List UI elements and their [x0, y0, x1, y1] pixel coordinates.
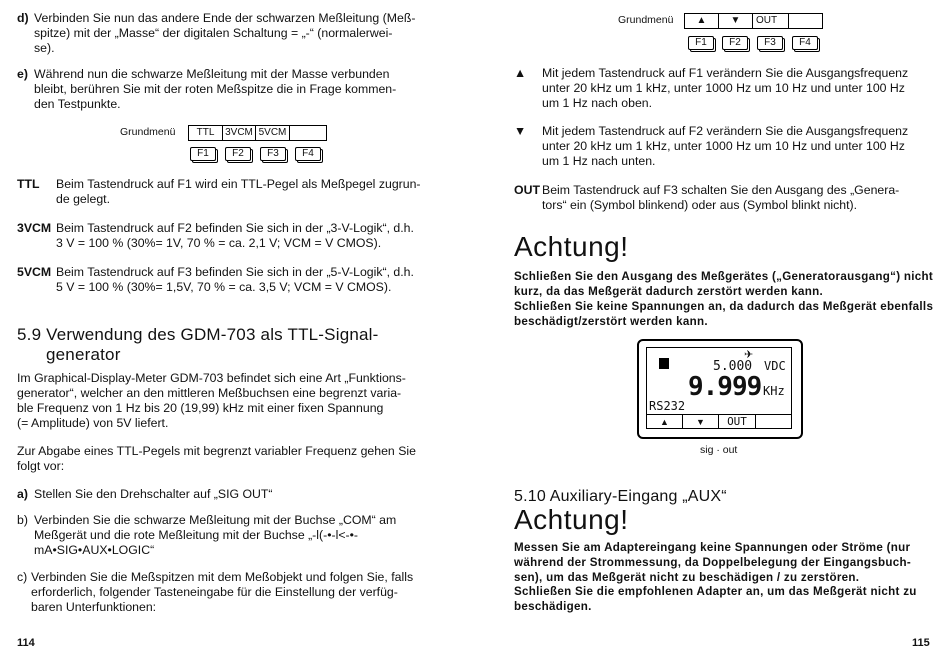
menu-title: Grundmenü	[120, 126, 176, 138]
item-e-line2: bleibt, berühren Sie mit der roten Meßspitze die in Frage kommen-	[34, 82, 397, 96]
item-e-label: e)	[17, 67, 28, 81]
out-line1: Beim Tastendruck auf F3 schalten Sie den Ausgang des „Genera-	[542, 183, 900, 197]
item-a-label: a)	[17, 487, 28, 501]
warning2-line4: Schließen Sie die empfohlenen Adapter an, um das Meßgerät nicht zu	[514, 585, 917, 598]
lcd-down-key: ▼	[683, 415, 719, 429]
intro-line1: Im Graphical-Display-Meter GDM-703 befindet sich eine Art „Funktions-	[17, 371, 406, 385]
warning1-line1: Schließen Sie den Ausgang des Meßgerätes („Generatorausgang“) nicht	[514, 270, 934, 283]
f1-key-right: F1	[688, 36, 714, 50]
menu-cell-ttl: TTL	[196, 127, 215, 138]
f3-key-right: F3	[757, 36, 783, 50]
section-heading-line2: generator	[46, 345, 121, 364]
3vcm-term: 3VCM	[17, 221, 52, 235]
down-arrow-icon: ▼	[514, 124, 527, 138]
lcd-empty-key	[756, 415, 791, 429]
frequency-value: 9.999	[688, 372, 762, 402]
intro2-line2: folgt vor:	[17, 459, 65, 473]
page-number-left: 114	[17, 637, 35, 649]
ttl-term: TTL	[17, 177, 40, 191]
out-line2: tors“ ein (Symbol blinkend) oder aus (Symbol blinkt nicht).	[542, 198, 858, 212]
item-c-line1: Verbinden Sie die Meßspitzen mit dem Meßobjekt und folgen Sie, falls	[31, 570, 414, 584]
menu-cell-up: ▲	[696, 15, 707, 26]
item-b-line2: Meßgerät und die rote Meßleitung mit der Buchse „-l(-•-l<-•-	[34, 528, 359, 542]
menu-cell-down: ▼	[718, 14, 752, 28]
warning-title-1: Achtung!	[514, 231, 629, 262]
f4-key-right: F4	[792, 36, 818, 50]
warning2-line2: während der Strommessung, da Doppelbelegung der Eingangsbuch-	[514, 556, 912, 569]
f4-key: F4	[295, 147, 321, 161]
down-line3: um 1 Hz nach unten.	[542, 154, 656, 168]
menu-cell-empty-right	[788, 14, 822, 28]
f1-key: F1	[190, 147, 216, 161]
5vcm-line1: Beim Tastendruck auf F3 befinden Sie sich in der „5-V-Logik“, d.h.	[56, 265, 414, 279]
warning2-line3: sen), um das Meßgerät nicht zu beschädigen / zu zerstören.	[514, 571, 860, 584]
voltage-value: 5.000	[713, 359, 753, 374]
lcd-softkey-bar	[647, 414, 791, 429]
item-a-line1: Stellen Sie den Drehschalter auf „SIG OUT“	[34, 487, 273, 501]
intro2-line1: Zur Abgabe eines TTL-Pegels mit begrenzt variabler Frequenz gehen Sie	[17, 444, 416, 458]
menu-table-right	[684, 13, 823, 29]
menu-cell-5vcm: 5VCM	[255, 126, 289, 140]
down-line1: Mit jedem Tastendruck auf F2 verändern Sie die Ausgangsfrequenz	[542, 124, 909, 138]
out-term: OUT	[514, 183, 540, 197]
3vcm-line2: 3 V = 100 % (30%= 1V, 70 % = ca. 2,1 V; VCM = V CMOS).	[56, 236, 382, 250]
menu-title-right: Grundmenü	[618, 14, 674, 26]
item-b-line3: mA•SIG•AUX•LOGIC“	[34, 543, 155, 557]
5vcm-line2: 5 V = 100 % (30%= 1,5V, 70 % = ca. 3,5 V; VCM = V CMOS).	[56, 280, 392, 294]
aux-heading: 5.10 Auxiliary-Eingang „AUX“	[514, 488, 727, 505]
item-d-label: d)	[17, 11, 29, 25]
frequency-unit: KHz	[763, 384, 785, 398]
menu-cell-out: OUT	[752, 14, 788, 28]
battery-icon	[659, 358, 669, 369]
lcd-screen	[646, 347, 792, 429]
menu-cell-empty	[289, 126, 326, 140]
ttl-line2: de gelegt.	[56, 192, 111, 206]
intro-line4: (= Amplitude) von 5V liefert.	[17, 416, 169, 430]
item-e-line3: den Testpunkte.	[34, 97, 121, 111]
item-e-line1: Während nun die schwarze Meßleitung mit der Masse verbunden	[34, 67, 390, 81]
up-line2: unter 20 kHz um 1 kHz, unter 1000 Hz um 10 Hz und unter 100 Hz	[542, 81, 905, 95]
item-c-line3: baren Unterfunktionen:	[31, 600, 157, 614]
3vcm-line1: Beim Tastendruck auf F2 befinden Sie sich in der „3-V-Logik“, d.h.	[56, 221, 414, 235]
item-d-line2: spitze) mit der „Masse“ der digitalen Schaltung = „-“ (normalerwei-	[34, 26, 393, 40]
up-line1: Mit jedem Tastendruck auf F1 verändern Sie die Ausgangsfrequenz	[542, 66, 909, 80]
item-b-label: b)	[17, 513, 28, 527]
up-arrow-icon: ▲	[514, 66, 527, 80]
f3-key: F3	[260, 147, 286, 161]
f2-key-right: F2	[722, 36, 748, 50]
lcd-display	[637, 339, 803, 439]
warning1-line2: kurz, da das Meßgerät dadurch zerstört werden kann.	[514, 285, 824, 298]
warning1-line3: Schließen Sie keine Spannungen an, da dadurch das Meßgerät ebenfalls	[514, 300, 934, 313]
item-d-line1: Verbinden Sie nun das andere Ende der schwarzen Meßleitung (Meß-	[34, 11, 416, 25]
intro-line2: generator“, welcher an den mittleren Meßbuchsen eine begrenzt varia-	[17, 386, 402, 400]
5vcm-term: 5VCM	[17, 265, 52, 279]
lcd-up-key: ▲	[647, 415, 683, 429]
menu-table	[188, 125, 327, 141]
item-d-line3: se).	[34, 41, 55, 55]
lcd-caption: sig · out	[700, 444, 738, 456]
item-c-label: c)	[17, 570, 28, 584]
down-line2: unter 20 kHz um 1 kHz, unter 1000 Hz um 10 Hz und unter 100 Hz	[542, 139, 905, 153]
item-b-line1: Verbinden Sie die schwarze Meßleitung mit der Buchse „COM“ am	[34, 513, 397, 527]
page-number-right: 115	[912, 637, 930, 649]
voltage-unit: VDC	[764, 359, 786, 373]
f2-key: F2	[225, 147, 251, 161]
up-line3: um 1 Hz nach oben.	[542, 96, 653, 110]
menu-cell-3vcm: 3VCM	[222, 126, 255, 140]
intro-line3: ble Frequenz von 1 Hz bis 20 (19,99) kHz mit einer fixen Spannung	[17, 401, 384, 415]
rs232-label: RS232	[649, 399, 686, 413]
warning2-line5: beschädigen.	[514, 600, 592, 613]
lcd-out-key: OUT	[719, 415, 756, 429]
warning-title-2: Achtung!	[514, 504, 629, 535]
ttl-line1: Beim Tastendruck auf F1 wird ein TTL-Pegel als Meßpegel zugrun-	[56, 177, 421, 191]
plane-icon: ✈	[744, 349, 754, 361]
section-heading-line1: 5.9 Verwendung des GDM-703 als TTL-Signal-	[17, 325, 379, 344]
warning1-line4: beschädigt/zerstört werden kann.	[514, 315, 708, 328]
warning2-line1: Messen Sie am Adaptereingang keine Spannungen oder Ströme (nur	[514, 541, 911, 554]
item-c-line2: erforderlich, folgender Tasteneingabe für die Einstellung der verfüg-	[31, 585, 398, 599]
